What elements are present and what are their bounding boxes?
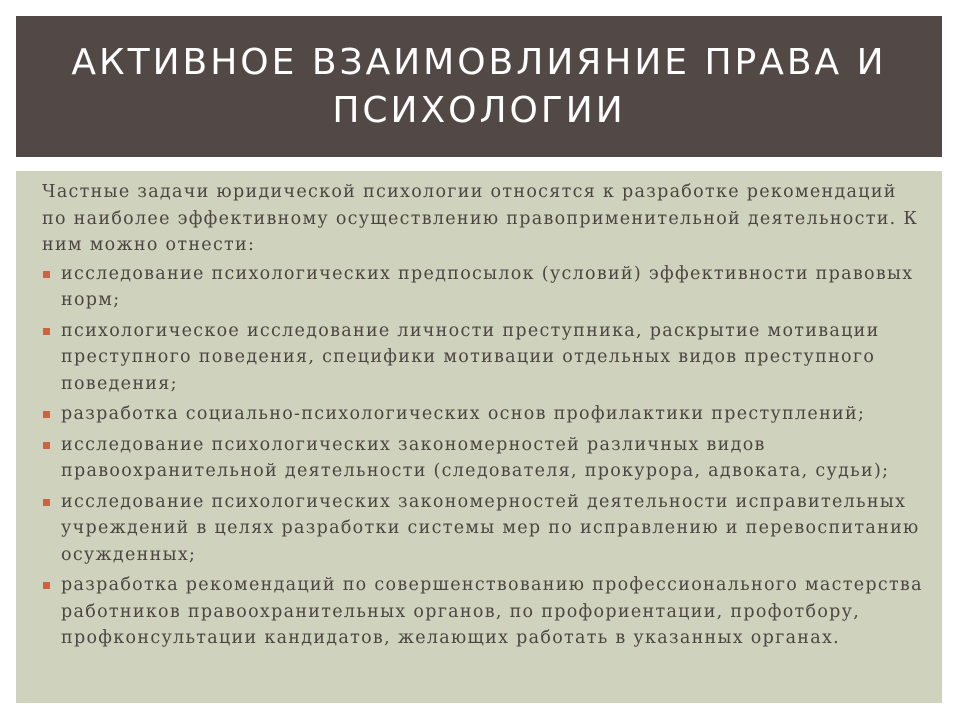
- bullet-text: исследование психологических закономерностей деятельности исправительных учреждений в целях разработки системы мер по исправлению и перевоспитанию осужденных;: [61, 491, 920, 565]
- intro-text: Частные задачи юридической психологии относятся к разработке рекомендаций по наиболее эффективному осуществлению правоприменительной деятельности. К ним можно отнести:: [42, 182, 919, 255]
- bullet-item: [42, 401, 942, 428]
- square-bullet-icon: [43, 499, 50, 506]
- square-bullet-icon: [43, 582, 50, 589]
- bullet-list: [42, 261, 942, 652]
- bullet-item: [42, 572, 942, 652]
- bullet-text: исследование психологических предпосылок (условий) эффективности правовых норм;: [61, 263, 914, 310]
- title-bar: [16, 16, 942, 157]
- bullet-text: разработка рекомендаций по совершенствованию профессионального мастерства работников правоохранительных органов, по профориентации, профотбору, профконсультации кандидатов, желающих работать в указанных органах.: [61, 575, 923, 648]
- square-bullet-icon: [43, 271, 50, 278]
- bullet-item: [42, 489, 942, 569]
- bullet-item: [42, 318, 942, 398]
- slide-title: АКТИВНОЕ ВЗАИМОВЛИЯНИЕ ПРАВА И ПСИХОЛОГИИ: [71, 41, 887, 131]
- bullet-text: психологическое исследование личности преступника, раскрытие мотивации преступного поведения, специфики мотивации отдельных видов преступного поведения;: [61, 320, 880, 394]
- square-bullet-icon: [43, 442, 50, 449]
- content-panel: [16, 171, 942, 703]
- bullet-item: [42, 432, 942, 485]
- bullet-item: [42, 261, 942, 314]
- square-bullet-icon: [43, 328, 50, 335]
- bullet-text: разработка социально-психологических основ профилактики преступлений;: [61, 404, 866, 424]
- square-bullet-icon: [43, 411, 50, 418]
- bullet-text: исследование психологических закономерностей различных видов правоохранительной деятельности (следователя, прокурора, адвоката, судьи);: [61, 434, 890, 481]
